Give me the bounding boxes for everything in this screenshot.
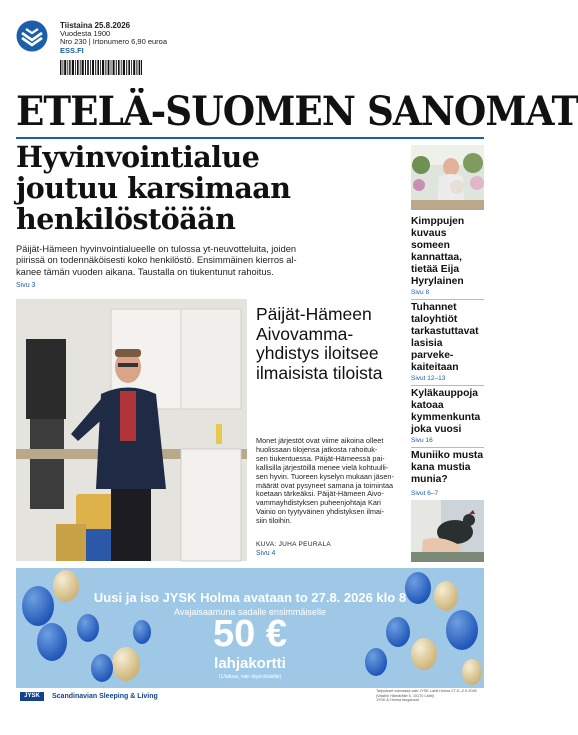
- feature-body-line: huolissaan tilojensa jatkosta rahoituk-: [256, 444, 378, 454]
- headline-line: Hyvinvointialue: [16, 140, 260, 174]
- jysk-logo: JYSK: [20, 692, 44, 701]
- main-headline: [16, 142, 396, 235]
- flower-shop-photo: [411, 145, 484, 210]
- legal-line: Tarjoukset voimassa vain JYSK Lahti Holma 27.8.–2.9.2026: [376, 689, 477, 693]
- sidebar-title-line: Kimppujen: [411, 216, 465, 227]
- sidebar-page-ref: Sivut 6–7: [411, 490, 439, 497]
- sidebar-title-line: someen: [411, 240, 450, 251]
- ad-gift-label: lahjakortti: [214, 655, 286, 672]
- lead-line: Päijät-Hämeen hyvinvointialueelle on tulossa yt-neuvotteluita, joiden: [16, 244, 297, 254]
- sidebar-story-title: [411, 388, 487, 436]
- newspaper-title: ETELÄ-SUOMEN SANOMAT: [16, 88, 578, 135]
- feature-body: [256, 437, 401, 526]
- feature-body-line: sen tiukentuessa. Päijät-Hämeessä pai-: [256, 453, 385, 463]
- feature-body-line: vammayhdistyksen puheenjohtaja Kari: [256, 498, 381, 508]
- feature-title-line: yhdistys iloitsee: [256, 343, 379, 363]
- photo-credit: KUVA: JUHA PEURALA: [256, 541, 331, 548]
- feature-title-line: Aivovamma-: [256, 323, 354, 344]
- sidebar-divider: [411, 385, 484, 386]
- feature-body-line: Monet järjestöt ovat viime aikoina olleet: [256, 436, 384, 445]
- feature-title-line: Päijät-Hämeen: [256, 304, 372, 324]
- ad-price: 50 €: [213, 613, 287, 655]
- legal-line: JYSK & Holma langanvat: [376, 698, 419, 703]
- sidebar-title-line: tietää Eija: [411, 264, 460, 275]
- ess-emblem-icon: [16, 20, 48, 52]
- sidebar-page-ref: Sivu 8: [411, 289, 430, 296]
- issue-since: Vuodesta 1900: [60, 29, 111, 38]
- sidebar-title-line: Hyrylainen: [411, 276, 464, 287]
- feature-photo: [16, 299, 247, 561]
- sidebar-title-line: kana mustia: [411, 462, 471, 473]
- sidebar-title-line: Muniiko musta: [411, 450, 484, 461]
- issue-info: [60, 22, 167, 55]
- chicken-photo: [411, 500, 484, 562]
- ad-title: Uusi ja iso JYSK Holma avataan to 27.8. 2026 klo 8: [93, 590, 407, 605]
- sidebar-title-line: katoaa: [411, 400, 444, 411]
- sidebar-title-line: joka vuosi: [411, 424, 462, 435]
- sidebar-page-ref: Sivut 12–13: [411, 375, 446, 382]
- sidebar-story-title: [411, 216, 487, 288]
- jysk-tagline: Scandinavian Sleeping & Living: [52, 693, 158, 700]
- headline-line: joutuu karsimaan: [16, 171, 291, 205]
- ad-legal-text: [376, 689, 486, 703]
- sidebar-divider: [411, 299, 484, 300]
- feature-body-line: määrät ovat pysyneet samana ja toimintaa: [256, 480, 394, 490]
- sidebar-title-line: parveke-: [411, 350, 454, 361]
- sidebar-title-line: kaiteitaan: [411, 362, 459, 373]
- sidebar-title-line: lasisia: [411, 338, 443, 349]
- feature-title: [256, 305, 401, 383]
- sidebar-title-line: kannattaa,: [411, 252, 462, 263]
- ad-subtitle: Avajaisaamuna sadalle ensimmäiselle: [174, 607, 326, 617]
- barcode-icon: [60, 60, 142, 78]
- main-lead: [16, 244, 396, 278]
- headline-line: henkilöstöään: [16, 202, 236, 236]
- lead-line: piirissä on todennäköisesti koko henkilöstö. Ensimmäinen kierros al-: [16, 255, 297, 266]
- site-name: ESS.FI: [60, 46, 84, 55]
- feature-title-line: ilmaisista tiloista: [256, 362, 383, 383]
- sidebar-title-line: munia?: [411, 474, 448, 485]
- lead-line: kanee tämän vuoden aikana. Taustalla on tiukentunut rahoitus.: [16, 266, 274, 277]
- ad-fine-print: (1/talous, vain täysi-ikäisille): [218, 674, 282, 680]
- sidebar-title-line: Kyläkauppoja: [411, 388, 478, 399]
- sidebar-title-line: kuvaus: [411, 228, 447, 239]
- sidebar-page-ref: Sivu 16: [411, 437, 433, 444]
- sidebar-story-title: [411, 302, 487, 374]
- sidebar-story-title: [411, 450, 487, 486]
- feature-page-ref: Sivu 4: [256, 550, 276, 557]
- feature-body-line: koetaan tärkeäksi. Päijät-Hämeen Aivo-: [256, 489, 384, 499]
- feature-body-line: Vainio on tyytyväinen yhdistyksen ilmai-: [256, 507, 385, 517]
- legal-line: (Vasiliin Hämärätie 5, 15170 Lahti): [376, 693, 434, 698]
- sidebar-title-line: taloyhtiöt: [411, 314, 458, 325]
- sidebar-divider: [411, 447, 484, 448]
- sidebar-title-line: tarkastuttavat: [411, 326, 479, 337]
- feature-body-line: siin tiloihin.: [256, 516, 292, 526]
- issue-number: Nro 230 | Irtonumero 6,90 euroa: [60, 37, 168, 46]
- feature-body-line: kallisilla järjestöillä menee vielä kohtuulli-: [256, 462, 389, 472]
- sidebar-title-line: kymmenkunta: [411, 412, 481, 423]
- sidebar-title-line: Tuhannet: [411, 302, 457, 313]
- issue-date: Tiistaina 25.8.2026: [60, 21, 131, 30]
- feature-body-line: sen hyvin. Tuoreen kyselyn mukaan jäsen-: [256, 471, 394, 481]
- main-page-ref: Sivu 3: [16, 282, 36, 289]
- masthead-divider: [16, 137, 484, 139]
